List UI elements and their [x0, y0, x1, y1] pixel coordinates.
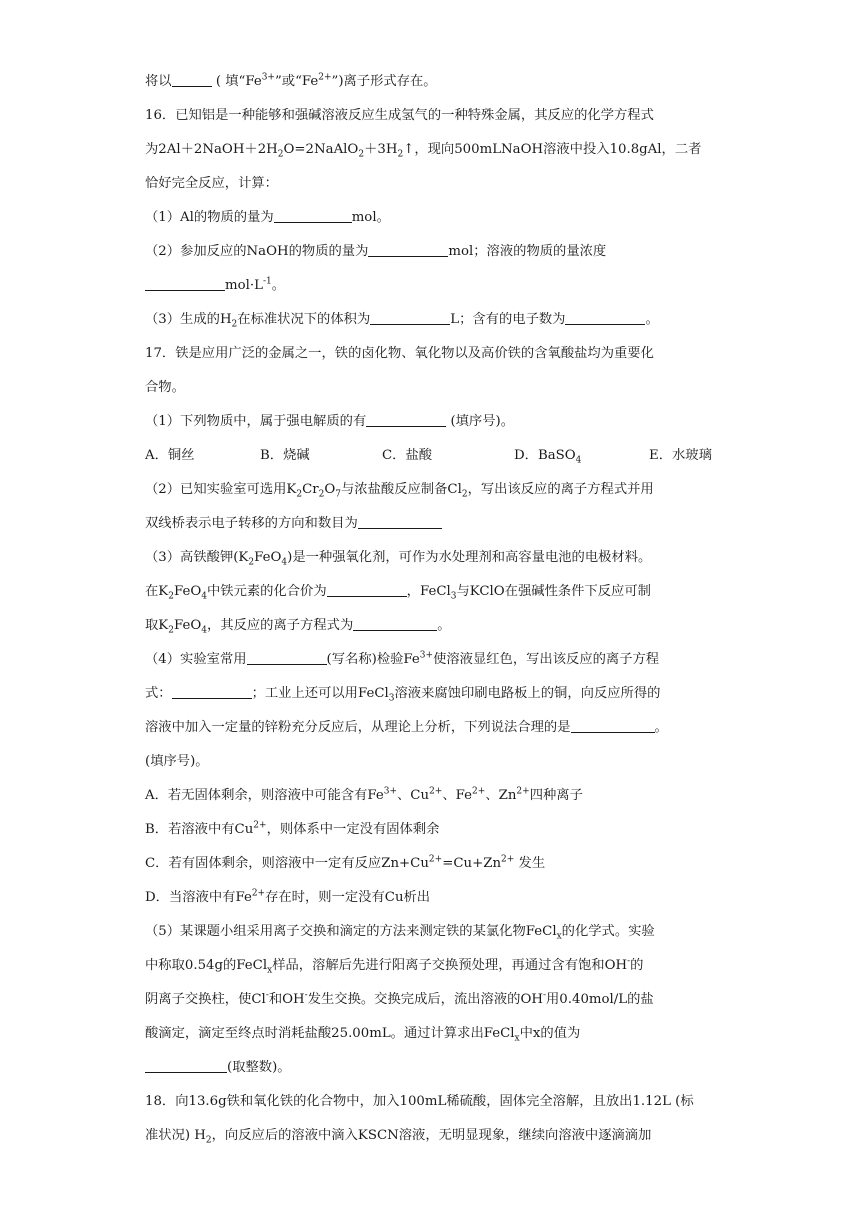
text-line: A．铜丝 B．烧碱 C．盐酸 D．BaSO$_4$ E．水玻璃	[145, 448, 712, 466]
text-line: 在$K_2FeO_4$中铁元素的化合价为 ，FeCl$_3$与KClO在强碱性条件下反应可制	[145, 584, 651, 602]
text-line: 将以 ( 填“$Fe^{3+}$”或“$Fe^{2+}$”)离子形式存在。	[145, 72, 437, 89]
text-line: D．当溶液中有$Fe^{2+}$存在时，则一定没有Cu析出	[145, 888, 431, 905]
answer-blank	[366, 412, 446, 427]
text-line: 17．铁是应用广泛的金属之一，铁的卤化物、氧化物以及高价铁的含氧酸盐均为重要化	[145, 346, 654, 361]
text-line: （3）高铁酸钾$(K_2FeO_4)$是一种强氧化剂，可作为水处理剂和高容量电池的电极材料。	[145, 550, 652, 568]
text-line: 取$K_2FeO_4$，其反应的离子方程式为 。	[145, 618, 451, 636]
text-line: 准状况) $H_2$，向反应后的溶液中滴入KSCN溶液，无明显现象，继续向溶液中逐滴滴加	[145, 1128, 652, 1146]
answer-blank	[145, 1058, 227, 1073]
answer-blank	[565, 310, 645, 325]
text-line: 恰好完全反应，计算：	[145, 176, 278, 191]
text-line: 酸滴定，滴定至终点时消耗盐酸25.00mL。通过计算求出FeCl$_x$中x的值为	[145, 1026, 581, 1044]
text-line: 溶液中加入一定量的锌粉充分反应后，从理论上分析，下列说法合理的是 。	[145, 720, 668, 735]
answer-blank	[370, 310, 450, 325]
text-line: （3）生成的$H_2$在标准状况下的体积为 L；含有的电子数为 。	[145, 312, 659, 330]
answer-blank	[353, 616, 437, 631]
text-line: 双线桥表示电子转移的方向和数目为	[145, 514, 442, 534]
text-line: （5）某课题小组采用离子交换和滴定的方法来测定铁的某氯化物FeCl$_x$的化学式。实验	[145, 924, 655, 942]
answer-blank	[368, 242, 448, 257]
answer-blank	[358, 514, 442, 529]
text-line: 16．已知铝是一种能够和强碱溶液反应生成氢气的一种特殊金属，其反应的化学方程式	[145, 108, 654, 123]
text-line: A．若无固体剩余，则溶液中可能含有$Fe^{3+}$、$Cu^{2+}$、$Fe^{2+}$、$Zn^{2+}$四种离子	[145, 786, 583, 803]
text-line: （4）实验室常用 (写名称)检验$Fe^{3+}$使溶液显红色，写出该反应的离子方程	[145, 650, 660, 667]
text-line: B．若溶液中有$Cu^{2+}$，则体系中一定没有固体剩余	[145, 820, 440, 837]
text-line: （1）Al的物质的量为 mol。	[145, 210, 390, 225]
answer-blank	[145, 276, 225, 291]
answer-blank	[274, 208, 352, 223]
text-line: 18．向13.6g铁和氧化铁的化合物中，加入100mL稀硫酸，固体完全溶解，且放出1.12L (标	[145, 1094, 694, 1109]
text-line: （1）下列物质中，属于强电解质的有 (填序号)。	[145, 414, 515, 429]
answer-blank	[172, 684, 252, 699]
text-line: 式： ；工业上还可以用FeCl$_3$溶液来腐蚀印刷电路板上的铜，向反应所得的	[145, 686, 661, 704]
text-line: $mol\cdot L^{-1}$。	[145, 276, 285, 296]
text-line: （2）已知实验室可选用$K_2Cr_2O_7$与浓盐酸反应制备$Cl_2$，写出该反应的离子方程式并用	[145, 482, 654, 500]
text-line: 合物。	[145, 380, 185, 395]
text-line: 中称取0.54g的FeCl$_x$样品，溶解后先进行阳离子交换预处理，再通过含有饱和OH-的	[145, 956, 644, 976]
text-line: 为$2Al+2NaOH+2H_2O=2NaAlO_2+3H_2↑$，现向500mLNaOH溶液中投入10.8gAl，二者	[145, 142, 702, 160]
text-line: C．若有固体剩余，则溶液中一定有反应$Zn+Cu^{2+}=Cu+Zn^{2+}$ 发生	[145, 854, 546, 871]
text-line: (填序号)。	[145, 754, 209, 769]
answer-blank	[327, 582, 407, 597]
answer-blank	[172, 72, 212, 87]
text-line: (取整数)。	[145, 1058, 291, 1078]
text-line: 阴离子交换柱，使Cl-和OH-发生交换。交换完成后，流出溶液的OH-用0.40mol/L的盐	[145, 990, 654, 1007]
text-line: （2）参加反应的NaOH的物质的量为 mol；溶液的物质的量浓度	[145, 244, 607, 259]
answer-blank	[571, 718, 655, 733]
answer-blank	[247, 650, 327, 665]
